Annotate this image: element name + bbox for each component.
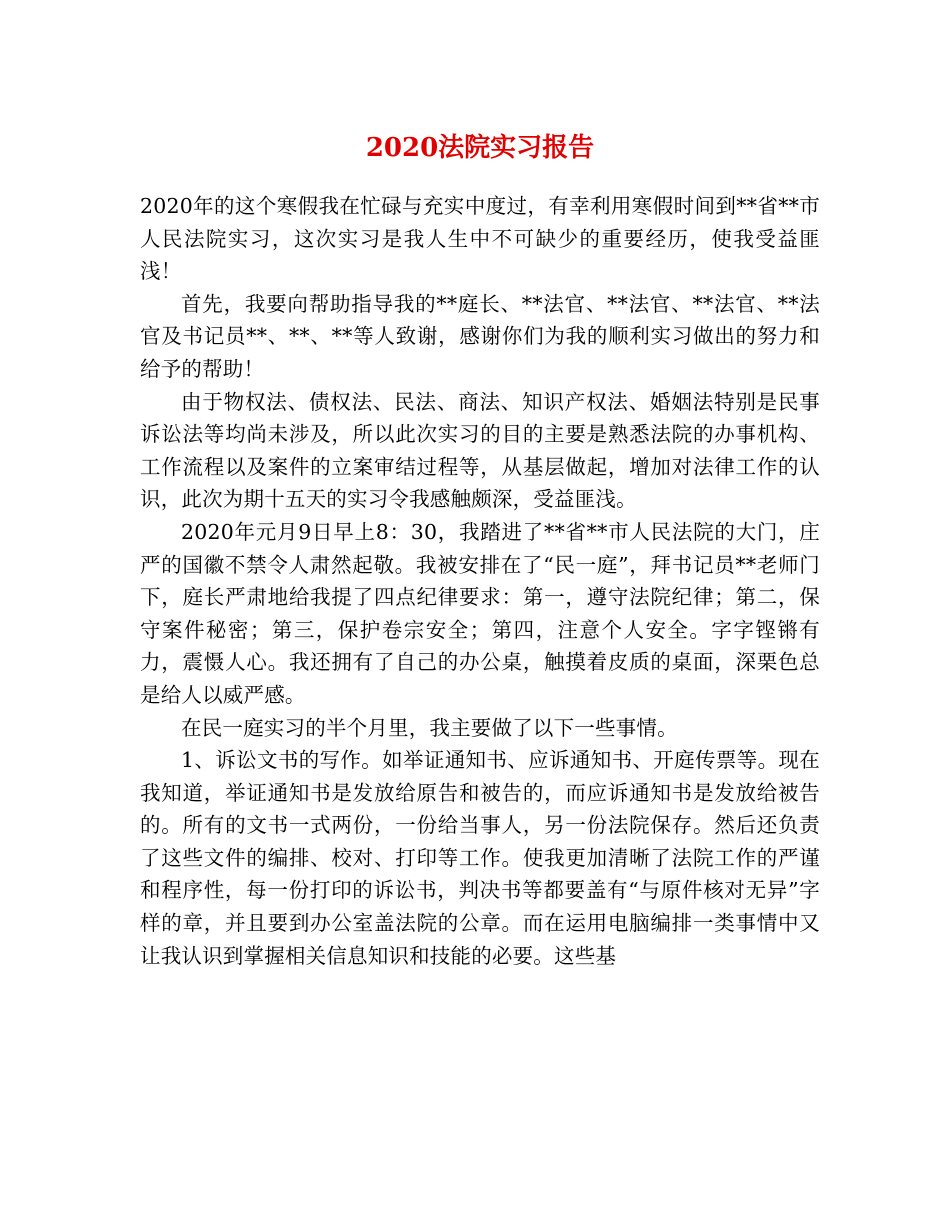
paragraph-purpose: 由于物权法、债权法、民法、商法、知识产权法、婚姻法特别是民事诉讼法等均尚未涉及，所以此次实习的目的主要是熟悉法院的办事机构、工作流程以及案件的立案审结过程等，从基层做起，增加对法律工作的认识，此次为期十五天的实习令我感触颇深，受益匪浅。 <box>140 389 820 512</box>
document-title: 2020法院实习报告 <box>365 133 595 163</box>
paragraph-intro: 2020年的这个寒假我在忙碌与充实中度过，有幸利用寒假时间到**省**市人民法院实习，这次实习是我人生中不可缺少的重要经历，使我受益匪浅！ <box>140 194 820 284</box>
paragraph-summary: 在民一庭实习的半个月里，我主要做了以下一些事情。 <box>181 715 678 740</box>
paragraph-thanks: 首先，我要向帮助指导我的**庭长、**法官、**法官、**法官、**法官及书记员**、**、**等人致谢，感谢你们为我的顺利实习做出的努力和给予的帮助！ <box>140 291 820 381</box>
paragraph-arrival: 2020年元月9日早上8：30，我踏进了**省**市人民法院的大门，庄严的国徽不禁令人肃然起敬。我被安排在了“民一庭”，拜书记员**老师门下，庭长严肃地给我提了四点纪律要求：第一，遵守法院纪律；第二，保守案件秘密；第三，保护卷宗安全；第四，注意个人安全。字字铿锵有力，震慑人心。我还拥有了自己的办公桌，触摸着皮质的桌面，深栗色总是给人以威严感。 <box>140 519 820 707</box>
document-page <box>140 0 820 1230</box>
document-body <box>140 190 820 972</box>
paragraph-item-1: 1、诉讼文书的写作。如举证通知书、应诉通知书、开庭传票等。现在我知道，举证通知书是发放给原告和被告的，而应诉通知书是发放给被告的。所有的文书一式两份，一份给当事人，另一份法院保存。然后还负责了这些文件的编排、校对、打印等工作。使我更加清晰了法院工作的严谨和程序性，每一份打印的诉讼书，判决书等都要盖有“与原件核对无异”字样的章，并且要到办公室盖法院的公章。而在运用电脑编排一类事情中又让我认识到掌握相关信息知识和技能的必要。这些基 <box>140 748 820 968</box>
